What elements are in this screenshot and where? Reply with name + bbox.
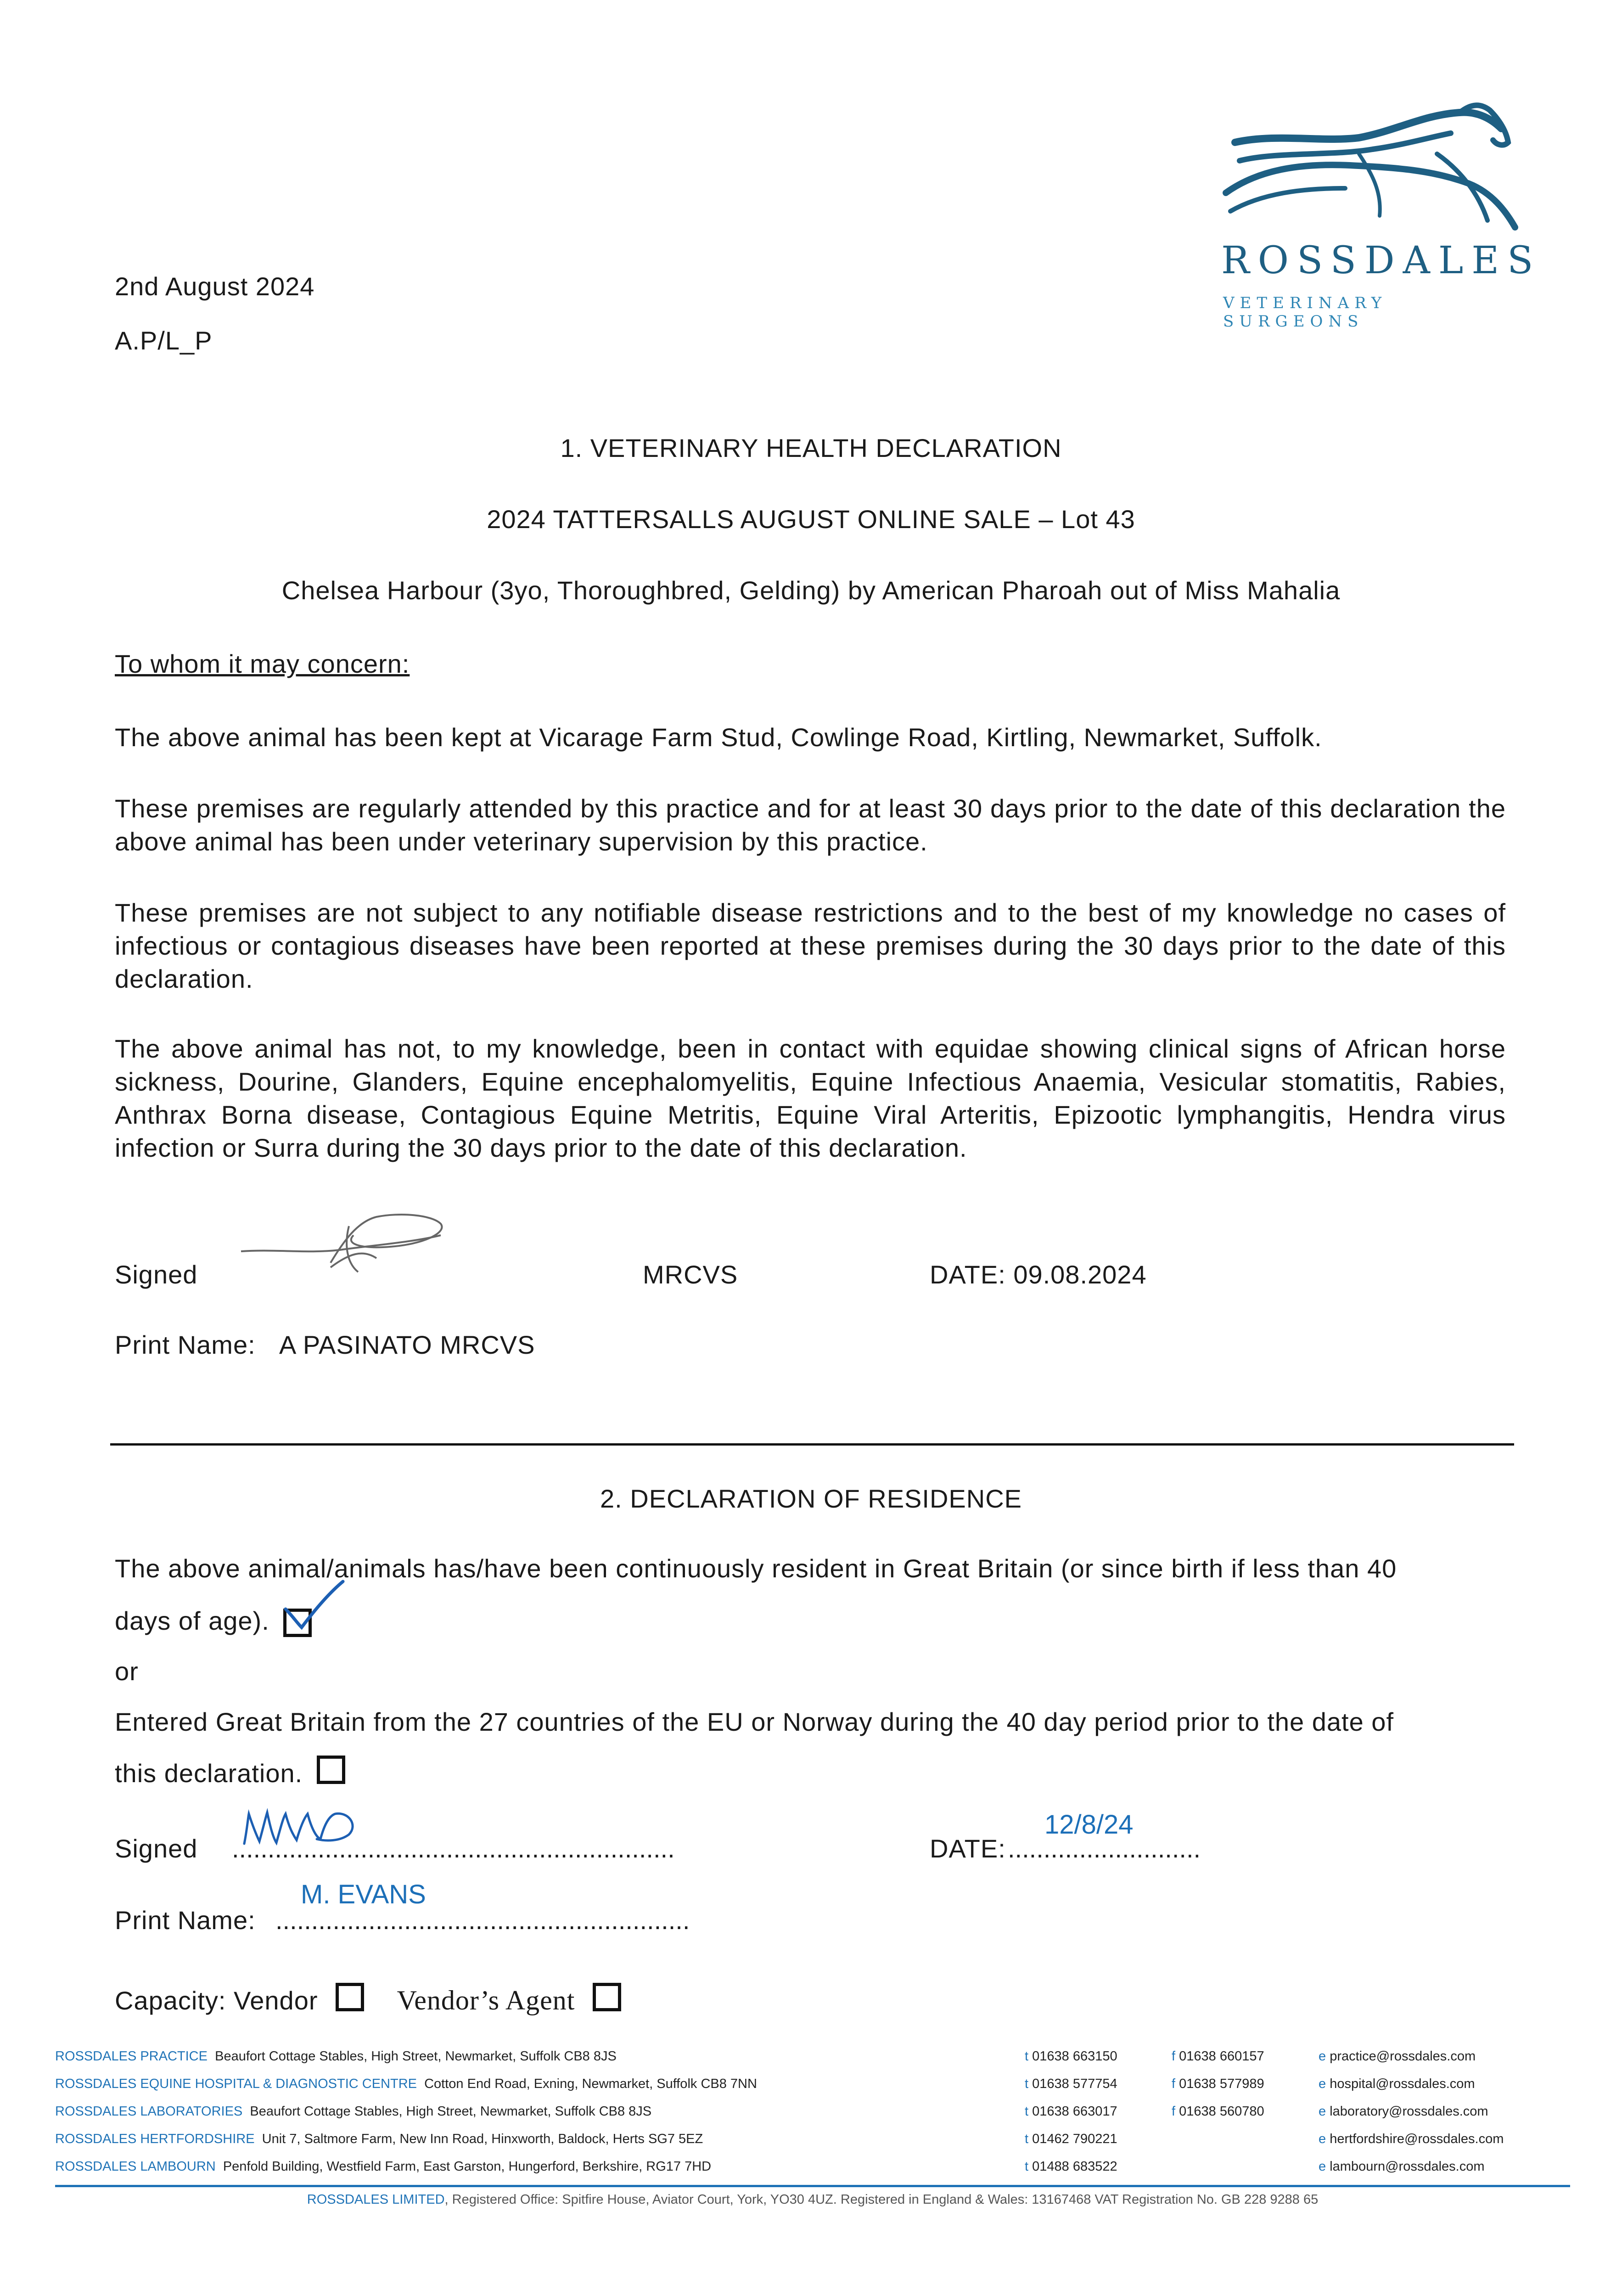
footer-name: ROSSDALES PRACTICE: [55, 2049, 208, 2064]
horse-logo-icon: [1221, 101, 1524, 239]
footer-email[interactable]: e hertfordshire@rossdales.com: [1319, 2132, 1504, 2146]
paragraph-3: These premises are not subject to any notifiable disease restrictions and to the best of my knowledge no cases of infectious or contagious diseases have been reported at these premises during the 30 days prior to the date of this declaration.: [115, 898, 1506, 993]
or-label: or: [115, 1657, 139, 1686]
footer-address: Beaufort Cottage Stables, High Street, Newmarket, Suffolk CB8 8JS: [250, 2104, 652, 2119]
paragraph-1: The above animal has been kept at Vicarage Farm Stud, Cowlinge Road, Kirtling, Newmarket, Suffolk.: [115, 723, 1322, 752]
section2-print-name-label: Print Name:: [115, 1906, 256, 1935]
footer-row: [55, 2077, 757, 2092]
footer-row: [55, 2132, 703, 2147]
residence-option1-line1: The above animal/animals has/have been continuously resident in Great Britain (or since birth if less than 40: [115, 1554, 1397, 1583]
vendor-signature: [239, 1807, 376, 1857]
footer-divider: [55, 2185, 1570, 2187]
footer-address: Unit 7, Saltmore Farm, New Inn Road, Hinxworth, Baldock, Herts SG7 5EZ: [262, 2132, 703, 2146]
footer-name: ROSSDALES EQUINE HOSPITAL & DIAGNOSTIC CENTRE: [55, 2077, 417, 2091]
logo-subtitle: VETERINARY SURGEONS: [1223, 294, 1387, 331]
footer-address: Beaufort Cottage Stables, High Street, Newmarket, Suffolk CB8 8JS: [215, 2049, 617, 2064]
paragraph-4: The above animal has not, to my knowledge, been in contact with equidae showing clinical signs of African horse sickness, Dourine, Glanders, Equine encephalomyelitis, Equine Infectious Anaemia, Vesicular stomatitis, Rabies, Anthrax Borna disease, Contagious Equine Metritis, Equine Viral Arteritis, Epizootic lymphangitis, Hendra virus infection or Surra during the 30 days prior to the date of this declaration.: [115, 1034, 1506, 1162]
section2-print-name-dots: ..........................................................: [275, 1906, 690, 1935]
checkmark-icon: [279, 1577, 348, 1632]
footer-fax: f 01638 577989: [1172, 2077, 1264, 2091]
letter-date: 2nd August 2024: [115, 272, 315, 301]
section2-print-name-value: M. EVANS: [301, 1880, 426, 1909]
section2-signed-dots: ..............................................................: [232, 1834, 675, 1863]
vendor-checkbox[interactable]: [336, 1983, 364, 2011]
section2-date-label: DATE:: [930, 1834, 1006, 1863]
residence-option2-text: this declaration.: [115, 1759, 303, 1788]
company-name: ROSSDALES LIMITED: [307, 2192, 445, 2207]
section2-signed-label: Signed: [115, 1834, 198, 1863]
footer-address: Penfold Building, Westfield Farm, East Garston, Hungerford, Berkshire, RG17 7HD: [223, 2159, 712, 2174]
residence-option1-line2: [115, 1604, 312, 1638]
section1-signed-label: Signed: [115, 1260, 198, 1289]
footer-email[interactable]: e hospital@rossdales.com: [1319, 2077, 1475, 2091]
residence-option2-checkbox[interactable]: [317, 1756, 345, 1784]
residence-option2-line2: [115, 1757, 345, 1790]
section2-date-dots: ...........................: [1008, 1834, 1201, 1863]
footer-email[interactable]: e practice@rossdales.com: [1319, 2049, 1476, 2064]
footer-name: ROSSDALES LABORATORIES: [55, 2104, 243, 2119]
section2-date-value: 12/8/24: [1044, 1810, 1134, 1840]
footer-registration: [55, 2192, 1570, 2207]
footer-name: ROSSDALES LAMBOURN: [55, 2159, 216, 2174]
section1-print-name-value: A PASINATO MRCVS: [279, 1330, 535, 1359]
horse-description: Chelsea Harbour (3yo, Thoroughbred, Gelding) by American Pharoah out of Miss Mahalia: [281, 576, 1341, 605]
logo-name: ROSSDALES: [1221, 239, 1542, 282]
reference: A.P/L_P: [115, 326, 213, 355]
capacity-row: [115, 1984, 621, 2017]
salutation: To whom it may concern:: [115, 649, 410, 678]
footer-name: ROSSDALES HERTFORDSHIRE: [55, 2132, 255, 2146]
section1-date: DATE: 09.08.2024: [930, 1260, 1147, 1289]
footer-address: Cotton End Road, Exning, Newmarket, Suffolk CB8 7NN: [424, 2077, 757, 2091]
paragraph-2: These premises are regularly attended by this practice and for at least 30 days prior to the date of this declaration the above animal has been under veterinary supervision by this practice.: [115, 794, 1506, 856]
footer-row: [55, 2049, 617, 2064]
registered-office: , Registered Office: Spitfire House, Aviator Court, York, YO30 4UZ. Registered in England & Wales: 13167468 VAT Registration No. GB 228 9288 65: [444, 2192, 1319, 2207]
footer-phone: t 01638 577754: [1025, 2077, 1117, 2091]
section2-title: 2. DECLARATION OF RESIDENCE: [600, 1484, 1022, 1513]
footer-fax: f 01638 660157: [1172, 2049, 1264, 2064]
footer-email[interactable]: e laboratory@rossdales.com: [1319, 2104, 1488, 2119]
vet-signature: [239, 1208, 459, 1281]
vendor-agent-checkbox[interactable]: [593, 1983, 621, 2011]
footer: [55, 2049, 1570, 2210]
rossdales-logo: [1221, 101, 1542, 340]
residence-option1-text: days of age).: [115, 1606, 269, 1635]
footer-email[interactable]: e lambourn@rossdales.com: [1319, 2159, 1485, 2174]
mrcvs-label: MRCVS: [643, 1260, 738, 1289]
footer-phone: t 01462 790221: [1025, 2132, 1117, 2146]
footer-row: [55, 2104, 651, 2119]
section-divider: [110, 1443, 1514, 1446]
footer-row: [55, 2159, 711, 2174]
section1-print-name-label: Print Name:: [115, 1330, 256, 1359]
section1-subtitle: 2024 TATTERSALLS AUGUST ONLINE SALE – Lot 43: [487, 505, 1135, 534]
residence-option2-line1: Entered Great Britain from the 27 countries of the EU or Norway during the 40 day period prior to the date of: [115, 1707, 1394, 1736]
footer-phone: t 01638 663150: [1025, 2049, 1117, 2064]
footer-phone: t 01638 663017: [1025, 2104, 1117, 2119]
vendor-agent-label: Vendor’s Agent: [397, 1985, 575, 2015]
footer-phone: t 01488 683522: [1025, 2159, 1117, 2174]
section1-title: 1. VETERINARY HEALTH DECLARATION: [560, 433, 1062, 462]
footer-fax: f 01638 560780: [1172, 2104, 1264, 2119]
capacity-vendor-label: Capacity: Vendor: [115, 1986, 318, 2015]
